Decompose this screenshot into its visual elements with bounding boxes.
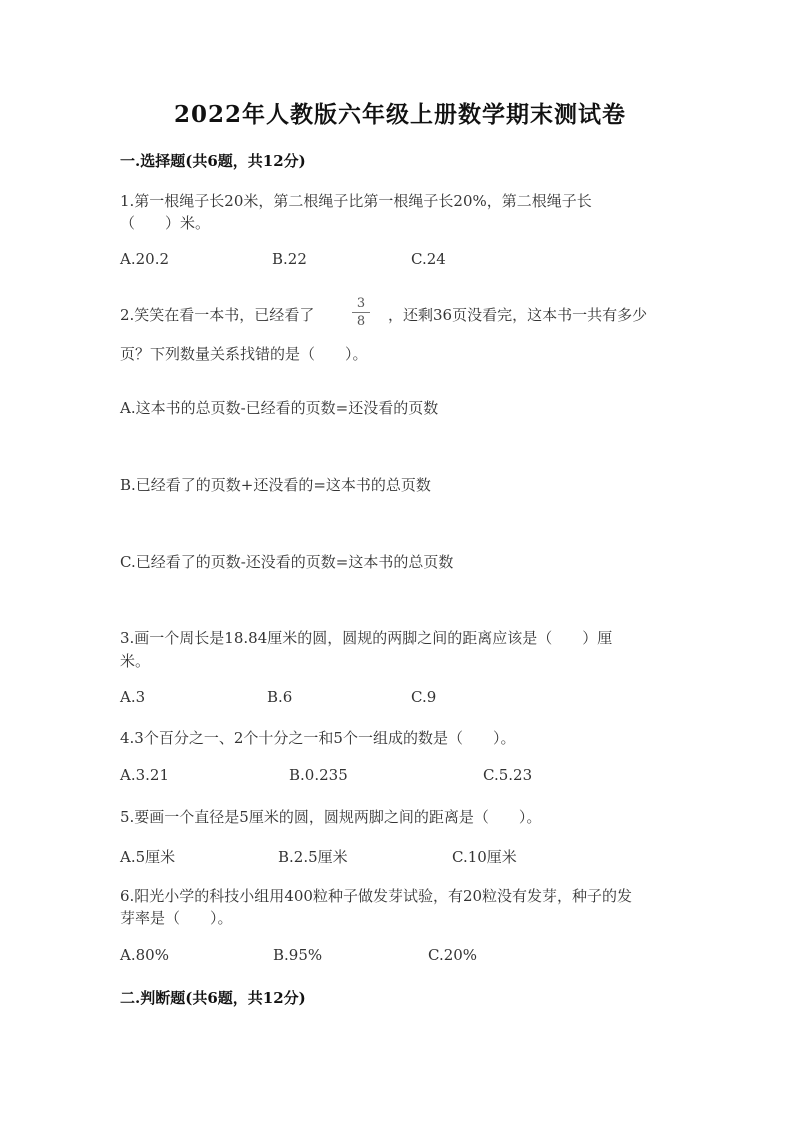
question-6-line-1: 6.阳光小学的科技小组用400粒种子做发芽试验，有20粒没有发芽，种子的发 (120, 887, 633, 905)
question-6-option-c: C.20% (428, 946, 478, 964)
question-3-line-2: 米。 (120, 652, 151, 670)
question-1-option-b: B.22 (272, 250, 307, 268)
question-4-option-c: C.5.23 (483, 766, 533, 784)
question-5-option-b: B.2.5厘米 (278, 848, 348, 866)
page-title: 2022年人教版六年级上册数学期末测试卷 (173, 101, 626, 128)
question-4-option-a: A.3.21 (120, 766, 169, 784)
question-5-line-1: 5.要画一个直径是5厘米的圆，圆规两脚之间的距离是（ ）。 (120, 808, 542, 826)
question-3-option-c: C.9 (411, 688, 437, 706)
question-2-text-before: 2.笑笑在看一本书，已经看了 (120, 306, 315, 324)
question-3-option-b: B.6 (267, 688, 293, 706)
question-6-option-a: A.80% (120, 946, 169, 964)
question-2-option-a: A.这本书的总页数-已经看的页数=还没看的页数 (120, 399, 439, 417)
question-2-text-after: ，还剩36页没看完，这本书一共有多少 (388, 306, 648, 324)
fraction-three-eighths (352, 296, 370, 329)
section-heading-judgement: 二.判断题(共6题，共12分) (120, 989, 306, 1007)
question-2-line-2: 页？下列数量关系找错的是（ ）。 (120, 345, 368, 363)
fraction-denominator: 8 (356, 314, 366, 329)
question-1-option-c: C.24 (411, 250, 446, 268)
question-1-option-a: A.20.2 (120, 250, 169, 268)
question-4-option-b: B.0.235 (289, 766, 348, 784)
question-5-option-c: C.10厘米 (452, 848, 517, 866)
question-5-option-a: A.5厘米 (120, 848, 176, 866)
question-6-option-b: B.95% (273, 946, 323, 964)
question-2-option-c: C.已经看了的页数-还没看的页数=这本书的总页数 (120, 553, 454, 571)
question-1-line-2: （ ）米。 (120, 214, 211, 232)
question-3-line-1: 3.画一个周长是18.84厘米的圆，圆规的两脚之间的距离应该是（ ）厘 (120, 629, 613, 647)
question-1-line-1: 1.第一根绳子长20米，第二根绳子比第一根绳子长20%，第二根绳子长 (120, 192, 592, 210)
fraction-numerator: 3 (356, 296, 366, 311)
question-3-option-a: A.3 (120, 688, 146, 706)
question-2-option-b: B.已经看了的页数+还没看的=这本书的总页数 (120, 476, 431, 494)
question-4-line-1: 4.3个百分之一、2个十分之一和5个一组成的数是（ ）。 (120, 729, 516, 747)
fraction-bar (352, 312, 370, 313)
section-heading-choice: 一.选择题(共6题，共12分) (120, 152, 306, 170)
question-6-line-2: 芽率是（ ）。 (120, 909, 233, 927)
